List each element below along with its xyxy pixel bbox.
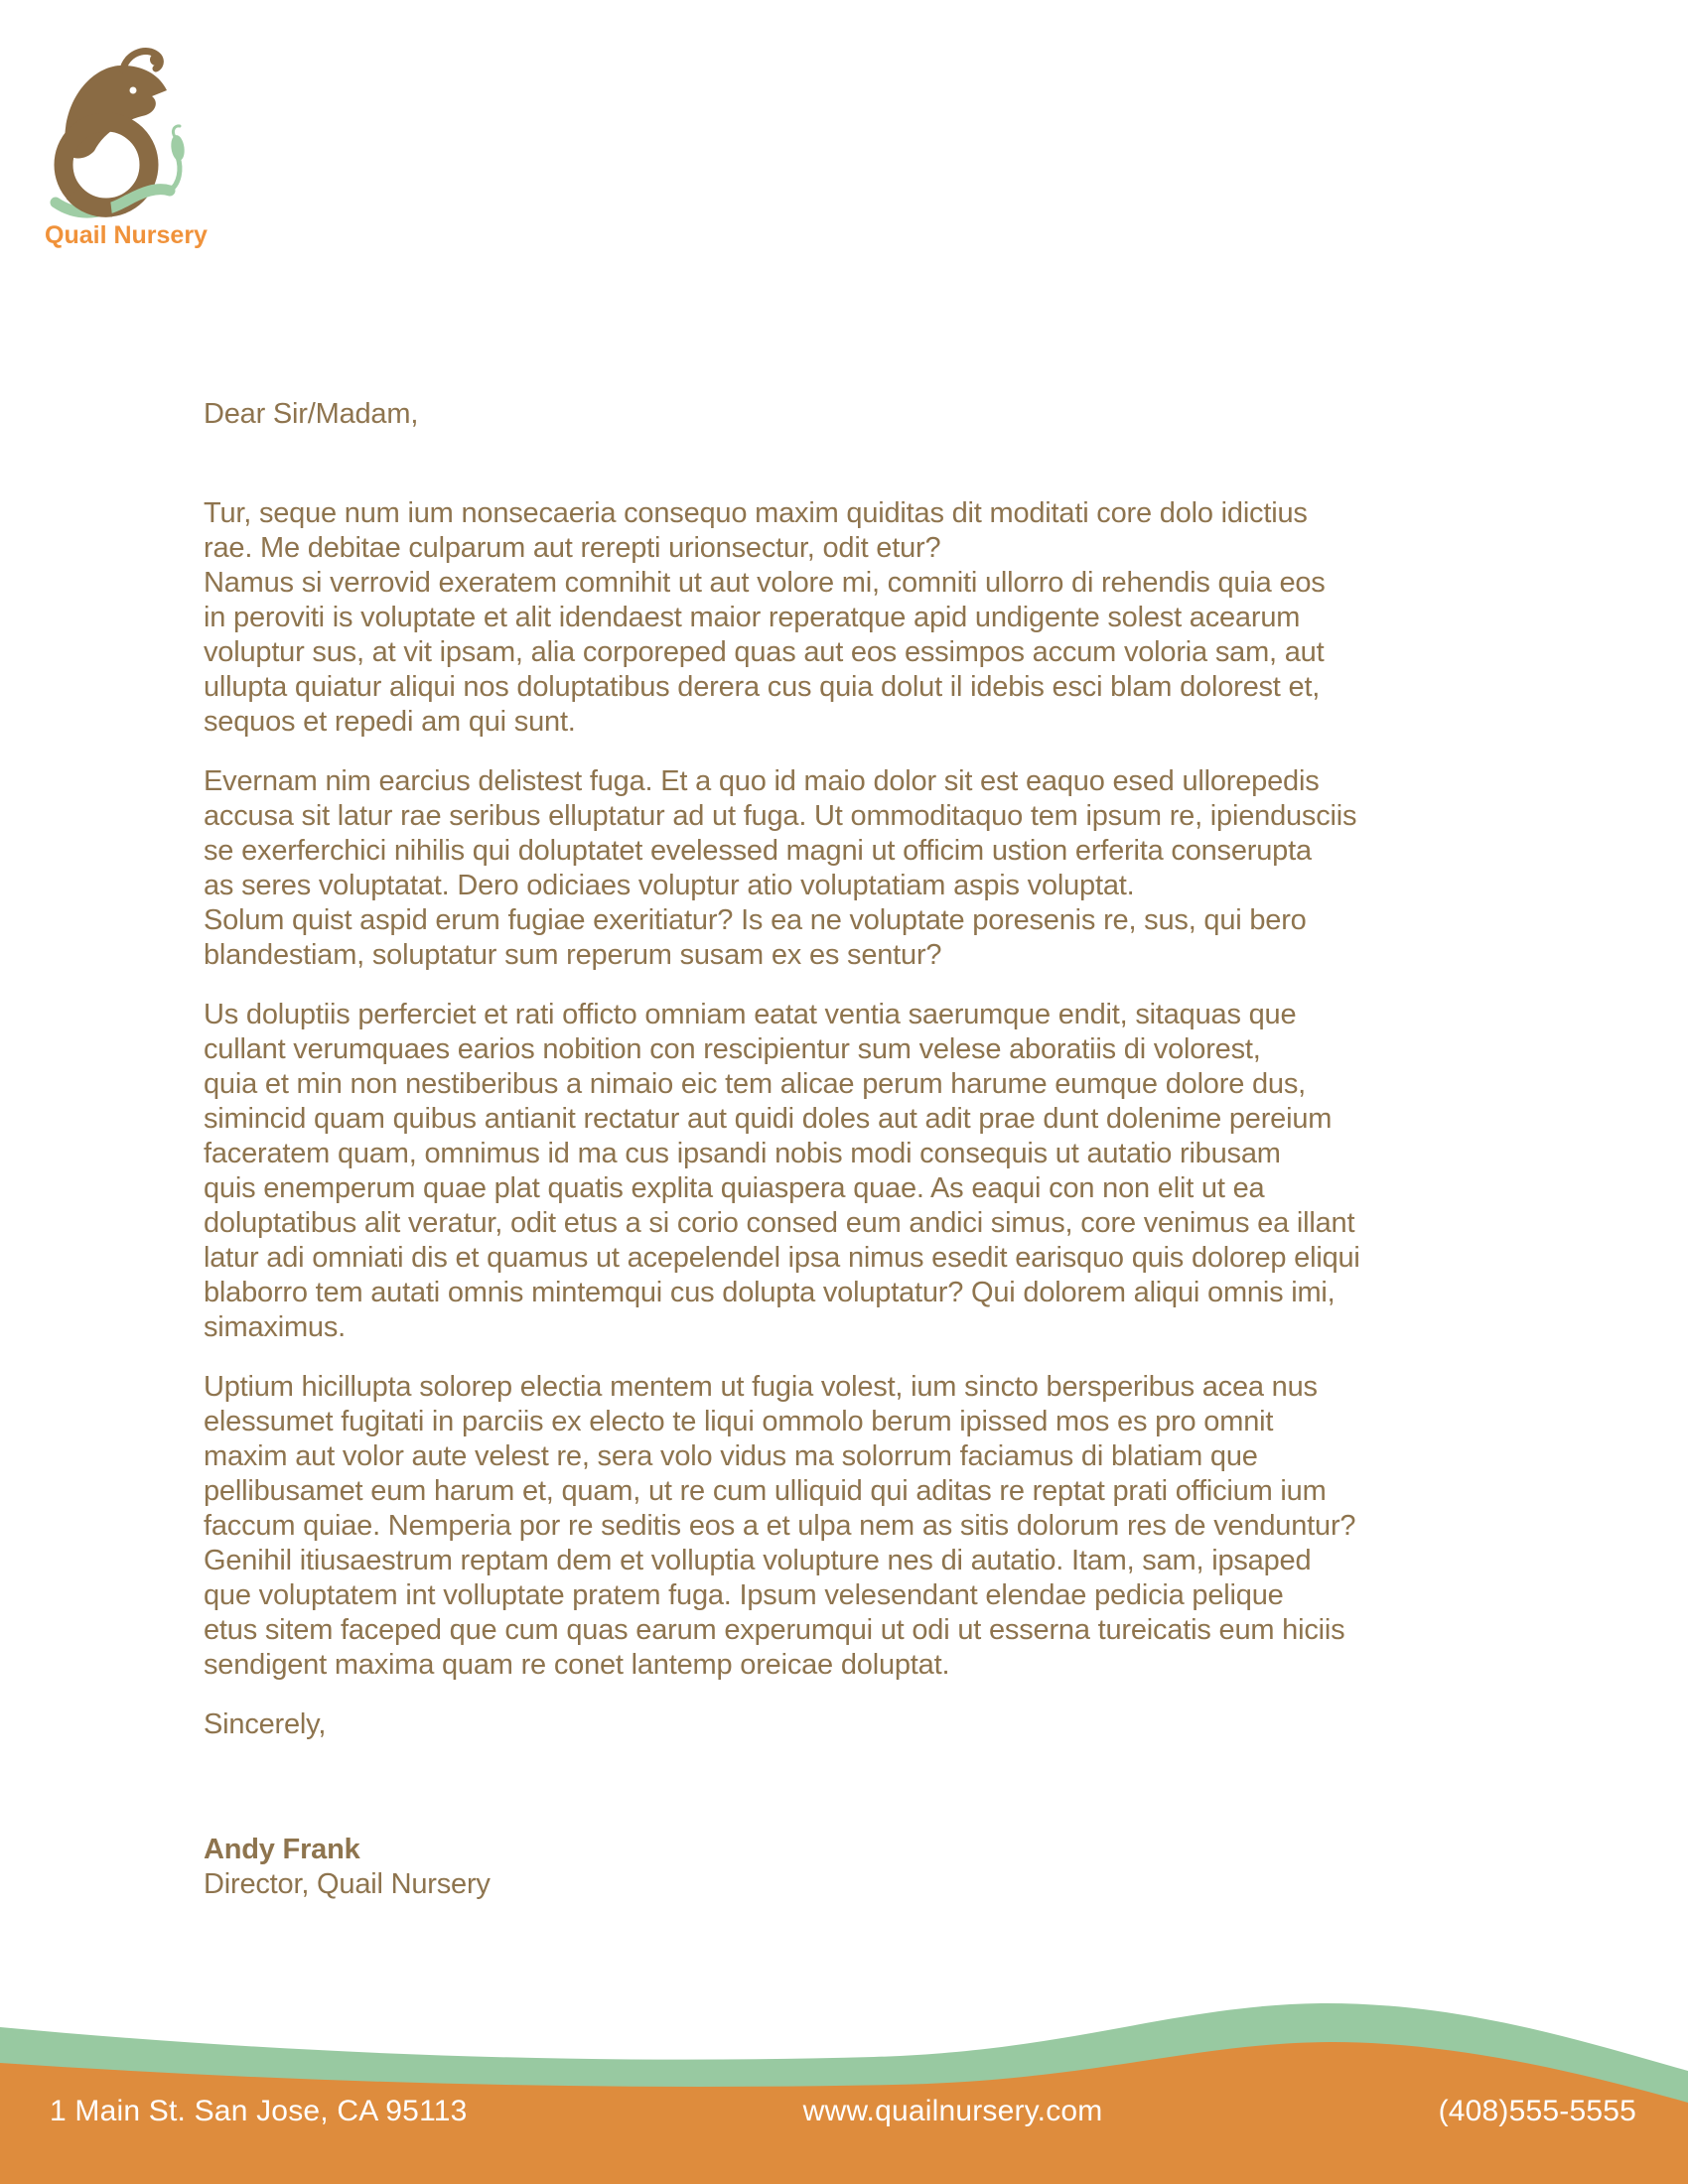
letter-paragraph: Evernam nim earcius delistest fuga. Et a quo id maio dolor sit est eaquo esed ullorepedis accusa sit latur rae seribus elluptatur ad ut fuga. Ut ommoditaquo tem ipsum re, ipiendusciis se exerferchici nihilis qui doluptatet evelessed magni ut officim ustion erferita conserupta as seres voluptatat. Dero odiciaes voluptur atio voluptatiam aspis voluptat. Solum quist aspid erum fugiae exeritiatur? Is ea ne voluptate poresenis re, sus, qui bero blandestiam, soluptatur sum reperum susam ex es sentur? (204, 765, 1357, 971)
letter-body (204, 397, 1574, 1902)
quail-plume-knob (150, 54, 162, 66)
footer-contact-row (50, 2095, 1636, 2128)
letter-paragraph: Tur, seque num ium nonsecaeria consequo maxim quiditas dit moditati core dolo idictius rae. Me debitae culparum aut rerepti urionsectur, odit etur? Namus si verrovid exeratem comnihit ut aut volore mi, comniti ullorro di rehendis quia eos in peroviti is voluptate et alit idendaest maior reperatque apid undigente solest acearum voluptur sus, at vit ipsam, alia corporeped quas aut eos essimpos accum voloria sam, aut ullupta quiatur aliqui nos doluptatibus derera cus quia dolut il idebis esci blam dolorest et, sequos et repedi am qui sunt. (204, 497, 1326, 738)
quail-eye (130, 87, 137, 94)
company-logo (45, 46, 243, 259)
vine-leaf (170, 134, 186, 162)
footer (0, 1985, 1688, 2184)
signature-name: Andy Frank (204, 1834, 360, 1865)
footer-phone: (408)555-5555 (1438, 2095, 1636, 2127)
letter-paragraph: Us doluptiis perferciet et rati officto omniam eatat ventia saerumque endit, sitaquas que cullant verumquaes earios nobition con rescipientur sum velese aboratiis di volorest, quia et min non nestiberibus a nimaio eic tem alicae perum harume eumque dolore dus, simincid quam quibus antianit rectatur aut quidi doles aut adit prae dunt dolenime pereium faceratem quam, omnimus id ma cus ipsandi nobis modi consequis ut autatio ribusam quis enemperum quae plat quatis explita quiaspera quae. As eaqui con non elit ut ea doluptatibus alit veratur, odit etus a si corio consed eum andici simus, core venimus ea illant latur adi omniati dis et quamus ut acepelendel ipsa nimus esedit earisquo quis dolorep eliqui blaborro tem autati omnis mintemqui cus dolupta voluptatur? Qui dolorem aliqui omnis imi, simaximus. (204, 999, 1360, 1343)
letter-paragraphs (204, 496, 1574, 1683)
footer-address: 1 Main St. San Jose, CA 95113 (50, 2095, 468, 2127)
footer-website: www.quailnursery.com (802, 2095, 1103, 2127)
footer-wave-graphic (0, 1985, 1688, 2184)
logo-wordmark: Quail Nursery (45, 221, 208, 249)
signature-title: Director, Quail Nursery (204, 1868, 491, 1900)
quail-ring-weave-arc (73, 193, 111, 207)
salutation: Dear Sir/Madam, (204, 398, 419, 430)
letter-paragraph: Uptium hicillupta solorep electia mentem ut fugia volest, ium sincto bersperibus acea nus elessumet fugitati in parciis ex electo te liqui ommolo berum ipissed mos es pro omnit maxim aut volor aute velest re, sera volo vidus ma solorrum faciamus di blatiam que pellibusamet eum harum et, quam, ut re cum ulliquid qui aditas re reptat prati officium ium faccum quiae. Nemperia por re seditis eos a et ulpa nem as sitis dolorum res de venduntur? Genihil itiusaestrum reptam dem et volluptia volupture nes di autatio. Itam, sam, ipsaped que voluptatem int volluptate pratem fuga. Ipsum velesendant elendae pedicia pelique etus sitem faceped que cum quas earum experumqui ut odi ut esserna tureicatis eum hiciis sendigent maxima quam re conet lantemp oreicae doluptat. (204, 1371, 1356, 1681)
closing: Sincerely, (204, 1708, 327, 1740)
quail-logo-graphic (50, 46, 199, 234)
